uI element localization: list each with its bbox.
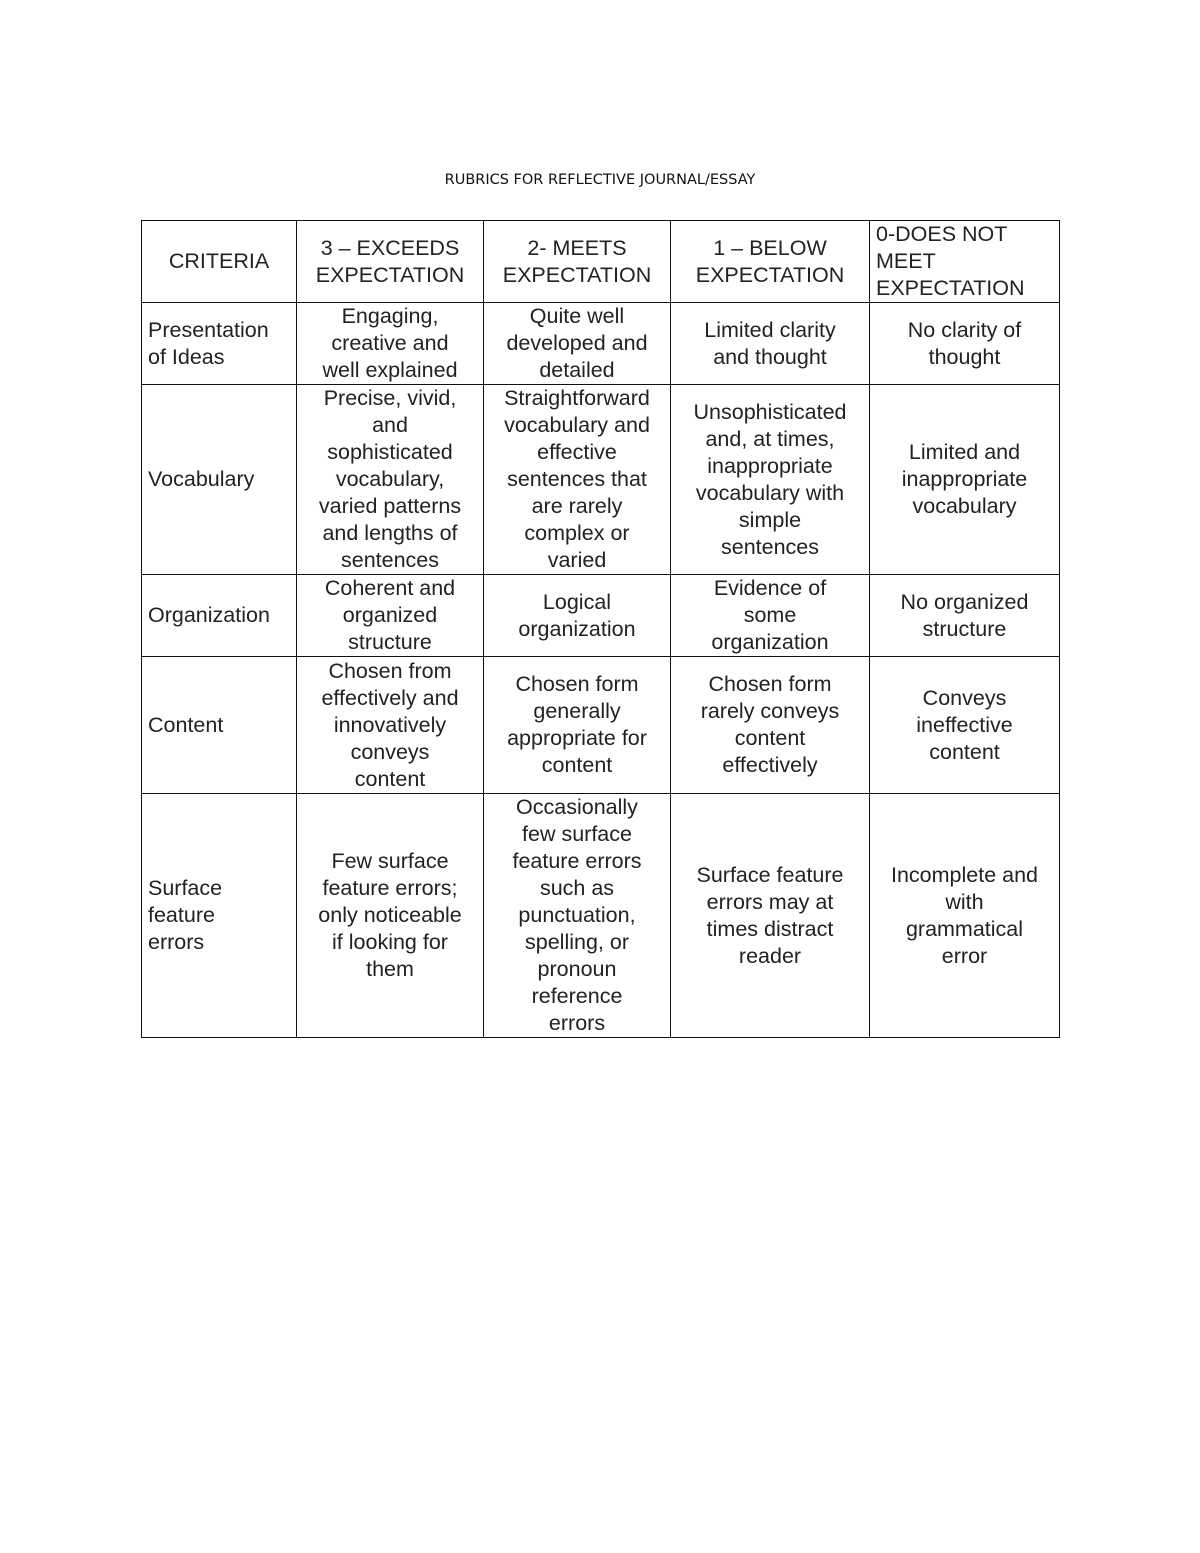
table-cell: Surface feature errors may at times distract reader [671, 794, 870, 1038]
table-row [142, 794, 1060, 1038]
table-row [142, 303, 1060, 385]
table-cell: Engaging, creative and well explained [297, 303, 484, 385]
table-cell: Occasionally few surface feature errors such as punctuation, spelling, or pronoun reference errors [484, 794, 671, 1038]
criterion-vocabulary: Vocabulary [142, 385, 297, 575]
criterion-surface-feature-errors: Surface feature errors [142, 794, 297, 1038]
table-cell: No clarity of thought [870, 303, 1060, 385]
table-cell: Incomplete and with grammatical error [870, 794, 1060, 1038]
table-cell: Precise, vivid, and sophisticated vocabulary, varied patterns and lengths of sentences [297, 385, 484, 575]
table-cell: Chosen form rarely conveys content effectively [671, 657, 870, 794]
table-cell: Chosen from effectively and innovatively conveys content [297, 657, 484, 794]
table-row [142, 657, 1060, 794]
criterion-content: Content [142, 657, 297, 794]
table-row [142, 575, 1060, 657]
table-cell: No organized structure [870, 575, 1060, 657]
table-cell: Unsophisticated and, at times, inappropriate vocabulary with simple sentences [671, 385, 870, 575]
table-cell: Evidence of some organization [671, 575, 870, 657]
rubric-table [141, 220, 1060, 1038]
table-row [142, 385, 1060, 575]
table-cell: Limited clarity and thought [671, 303, 870, 385]
table-cell: Quite well developed and detailed [484, 303, 671, 385]
table-cell: Coherent and organized structure [297, 575, 484, 657]
table-header-row [142, 221, 1060, 303]
header-criteria: CRITERIA [142, 221, 297, 303]
header-below-expectation: 1 – BELOW EXPECTATION [671, 221, 870, 303]
table-cell: Conveys ineffective content [870, 657, 1060, 794]
criterion-presentation-of-ideas: Presentation of Ideas [142, 303, 297, 385]
document-title: RUBRICS FOR REFLECTIVE JOURNAL/ESSAY [444, 172, 756, 188]
header-does-not-meet-expectation: 0-DOES NOT MEET EXPECTATION [870, 221, 1060, 303]
table-cell: Straightforward vocabulary and effective sentences that are rarely complex or varied [484, 385, 671, 575]
header-exceeds-expectation: 3 – EXCEEDS EXPECTATION [297, 221, 484, 303]
header-meets-expectation: 2- MEETS EXPECTATION [484, 221, 671, 303]
table-cell: Limited and inappropriate vocabulary [870, 385, 1060, 575]
criterion-organization: Organization [142, 575, 297, 657]
table-cell: Few surface feature errors; only noticeable if looking for them [297, 794, 484, 1038]
table-cell: Chosen form generally appropriate for content [484, 657, 671, 794]
table-cell: Logical organization [484, 575, 671, 657]
